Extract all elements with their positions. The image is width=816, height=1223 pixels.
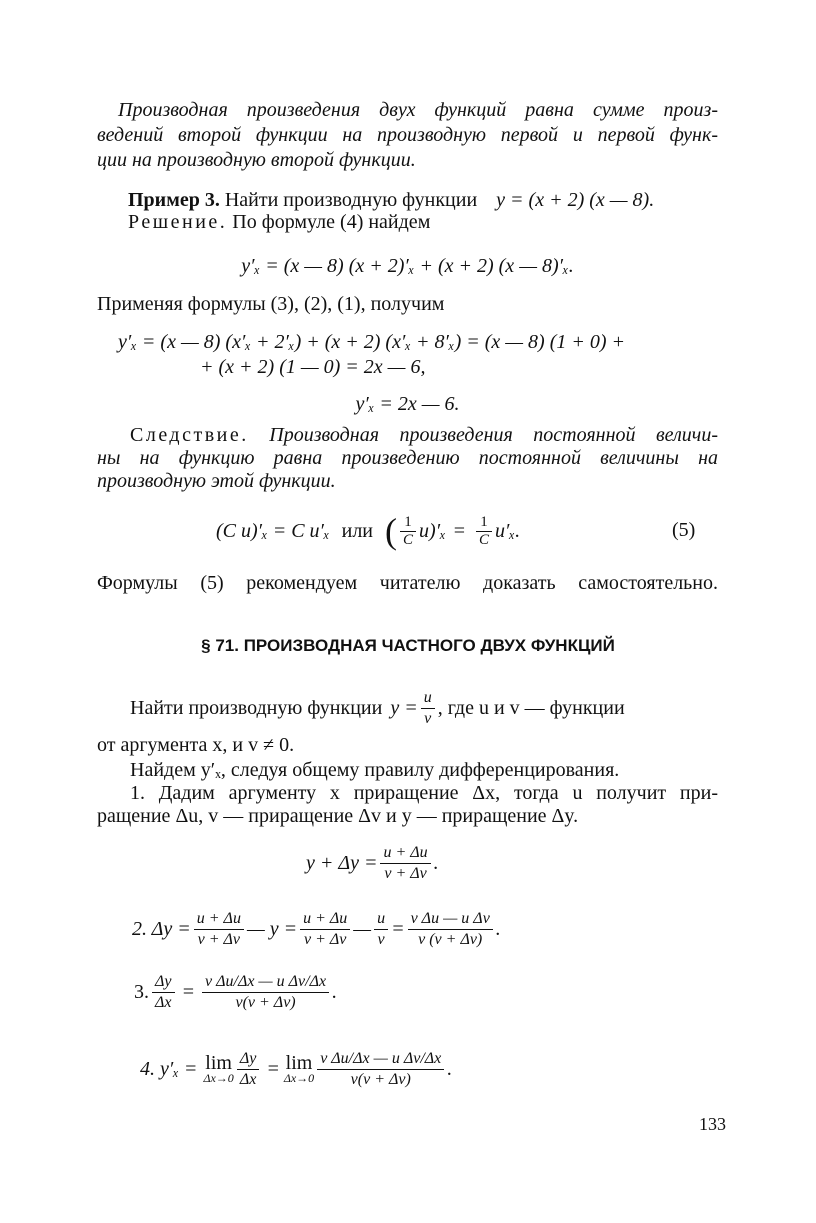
corollary-line-3: производную этой функции. <box>97 470 336 492</box>
task-fraction: $\frac{u}{v}$ <box>421 688 435 729</box>
theorem-line-2: ведений второй функции на производную первой и первой функ- <box>97 124 718 146</box>
step-2: 2. Δy = $\frac{u + \Delta u}{v + \Delta v}$ — y = $\frac{u + \Delta u}{v + \Delta v}$ — $\frac{u}{v}$ = $\frac{\text{v Δu — u Δv}}{v (v + \Delta v)}$ . <box>132 909 501 948</box>
step3-frac: $\frac{\Delta y}{\Delta x}$ <box>152 972 175 1013</box>
eq5-left: (C u)′ₓ = C u′ₓ <box>216 519 330 542</box>
step-3: 3. $\frac{\Delta y}{\Delta x}$ = $\frac{\text{v Δu/Δx — u Δv/Δx}}{v(v + \Delta v)}$ . <box>134 972 338 1011</box>
task-y-eq: y = <box>390 696 418 719</box>
step4-big-frac: $\frac{\text{v Δu/Δx — u Δv/Δx}}{v(v + \Delta v)}$ <box>317 1049 444 1090</box>
step2-frac-1: $\frac{u + \Delta u}{v + \Delta v}$ <box>194 909 244 950</box>
task-line-1 <box>130 686 730 730</box>
corollary-line-2: ны на функцию равна произведению постоянной величины на <box>97 447 718 469</box>
step2-frac-4: $\frac{\text{v Δu — u Δv}}{v (v + \Delta v)}$ <box>408 909 493 950</box>
equation-1: y′ₓ = (x — 8) (x + 2)′ₓ + (x + 2) (x — 8)′ₓ. <box>241 255 574 277</box>
step2-frac-3: $\frac{u}{v}$ <box>374 909 388 950</box>
example-formula: y = (x + 2) (x — 8). <box>496 189 655 211</box>
task-line-3: Найдем y′ₓ, следуя общему правилу дифференцирования. <box>130 759 620 781</box>
equation-2-line-2: + (x + 2) (1 — 0) = 2x — 6, <box>200 356 426 378</box>
eq5-frac-2: $\frac{1}{C}$ <box>476 514 492 549</box>
step4-lim-2: lim Δx→0 <box>283 1052 315 1085</box>
solution-word: Решение. <box>128 211 228 233</box>
formulas-note: Формулы (5) рекомендуем читателю доказать самостоятельно. <box>97 572 718 594</box>
eq5-equals: = <box>453 519 466 542</box>
step4-lim-1: lim Δx→0 <box>203 1052 234 1085</box>
equation-5 <box>216 508 636 554</box>
equation-2-line-1: y′ₓ = (x — 8) (x′ₓ + 2′ₓ) + (x + 2) (x′ₓ + 8′ₓ) = (x — 8) (1 + 0) + <box>118 331 626 353</box>
example-label: Пример 3. <box>128 189 220 211</box>
step3-big-frac: $\frac{\text{v Δu/Δx — u Δv/Δx}}{v(v + \Delta v)}$ <box>202 972 329 1013</box>
eq5-paren-close: )′ₓ <box>429 519 446 542</box>
eq5-right: u′ₓ. <box>495 519 521 542</box>
step-4: 4. y′ₓ = lim Δx→0 $\frac{\Delta y}{\Delta x}$ = lim Δx→0 $\frac{\text{v Δu/Δx — u Δv/Δx}}{v(v + \Delta v)}$ . <box>140 1049 453 1088</box>
solution-text: По формуле (4) найдем <box>232 211 431 233</box>
step4-frac: $\frac{\Delta y}{\Delta x}$ <box>237 1049 260 1090</box>
task-prefix: Найти производную функции <box>130 696 383 719</box>
equation-3: y′ₓ = 2x — 6. <box>355 393 460 415</box>
equation-a: y + Δy = $\frac{u + \Delta u}{v + \Delta v}$ . <box>306 843 439 882</box>
eq5-or: или <box>341 519 374 542</box>
eq5-u: u <box>419 519 430 542</box>
eq5-frac-1: $\frac{1}{C}$ <box>400 514 416 549</box>
page-number: 133 <box>699 1114 726 1134</box>
eq5-paren-open: ( <box>385 511 398 551</box>
applying-text: Применяя формулы (3), (2), (1), получим <box>97 293 445 315</box>
equation-5-number: (5) <box>672 519 696 541</box>
theorem-line-1: Производная произведения двух функций равна сумме произ- <box>118 99 718 121</box>
example-text: Найти производную функции <box>224 189 478 211</box>
step1-line-2: ращение Δu, v — приращение Δv и y — приращение Δy. <box>97 805 579 827</box>
section-heading: § 71. ПРОИЗВОДНАЯ ЧАСТНОГО ДВУХ ФУНКЦИЙ <box>201 636 615 655</box>
step1-line-1: 1. Дадим аргументу x приращение Δx, тогда u получит при- <box>130 782 718 804</box>
corollary-word: Следствие. <box>130 424 249 446</box>
equation-a-fraction: $\frac{u + \Delta u}{v + \Delta v}$ <box>380 843 430 884</box>
theorem-line-3: ции на производную второй функции. <box>97 149 416 171</box>
corollary-text-1: Производная произведения постоянной величи- <box>269 424 718 446</box>
solution-line <box>128 210 728 235</box>
corollary-line-1 <box>130 423 718 448</box>
step2-frac-2: $\frac{u + \Delta u}{v + \Delta v}$ <box>300 909 350 950</box>
task-line-2: от аргумента x, и v ≠ 0. <box>97 734 295 756</box>
task-suffix: , где u и v — функции <box>437 696 625 719</box>
